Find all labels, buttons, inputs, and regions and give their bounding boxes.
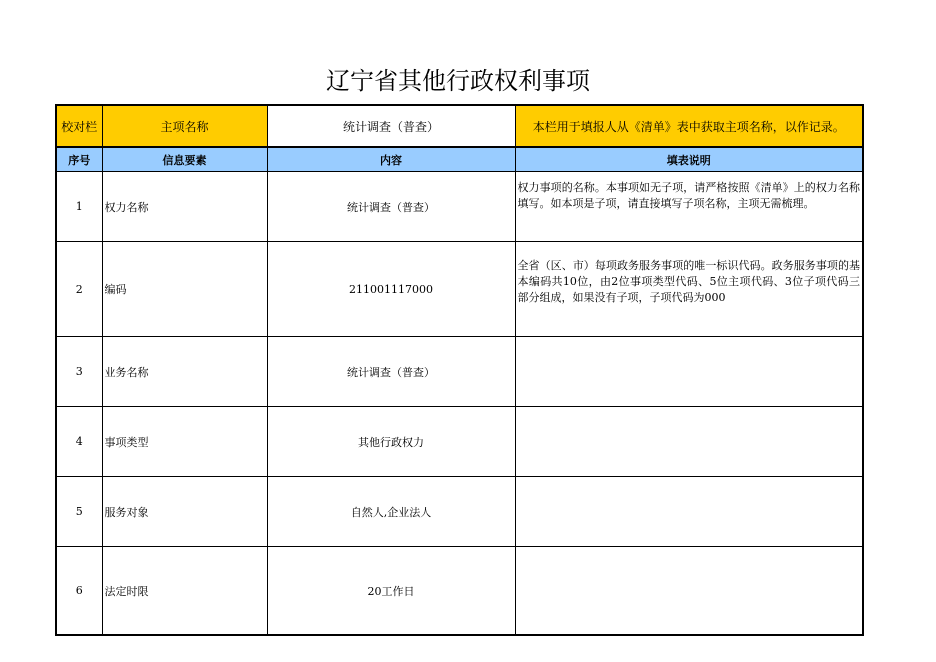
table-row [56,477,863,547]
row-element: 编码 [102,242,267,337]
row-element: 事项类型 [102,407,267,477]
row-description [515,407,863,477]
row-description [515,477,863,547]
proofread-row [56,105,863,147]
row-description: 权力事项的名称。本事项如无子项，请严格按照《清单》上的权力名称填写。如本项是子项，请直接填写子项名称，主项无需梳理。 [515,172,863,242]
main-item-name-value[interactable]: 统计调查（普查） [267,105,515,147]
row-content[interactable]: 统计调查（普查） [267,337,515,407]
row-index: 1 [56,172,102,242]
row-element: 业务名称 [102,337,267,407]
row-content[interactable]: 统计调查（普查） [267,172,515,242]
row-index: 2 [56,242,102,337]
row-content[interactable]: 自然人,企业法人 [267,477,515,547]
row-element: 权力名称 [102,172,267,242]
proofread-note: 本栏用于填报人从《清单》表中获取主项名称，以作记录。 [515,105,863,147]
row-index: 4 [56,407,102,477]
table-header-row [56,147,863,172]
row-description: 全省（区、市）每项政务服务事项的唯一标识代码。政务服务事项的基本编码共10位，由2位事项类型代码、5位主项代码、3位子项代码三部分组成，如果没有子项，子项代码为000 [515,242,863,337]
proofread-label: 校对栏 [56,105,102,147]
row-description [515,337,863,407]
table-row [56,242,863,337]
row-content[interactable]: 20工作日 [267,547,515,636]
row-element: 服务对象 [102,477,267,547]
header-element: 信息要素 [102,147,267,172]
matter-info-table [55,104,864,636]
row-content[interactable]: 其他行政权力 [267,407,515,477]
table-row [56,547,863,636]
row-description [515,547,863,636]
table-row [56,407,863,477]
row-index: 5 [56,477,102,547]
header-index: 序号 [56,147,102,172]
row-index: 6 [56,547,102,636]
row-index: 3 [56,337,102,407]
row-element: 法定时限 [102,547,267,636]
table-row [56,337,863,407]
table-row [56,172,863,242]
row-content[interactable]: 211001117000 [267,242,515,337]
header-description: 填表说明 [515,147,863,172]
header-content: 内容 [267,147,515,172]
main-item-name-label: 主项名称 [102,105,267,147]
page-title: 辽宁省其他行政权利事项 [326,67,590,95]
